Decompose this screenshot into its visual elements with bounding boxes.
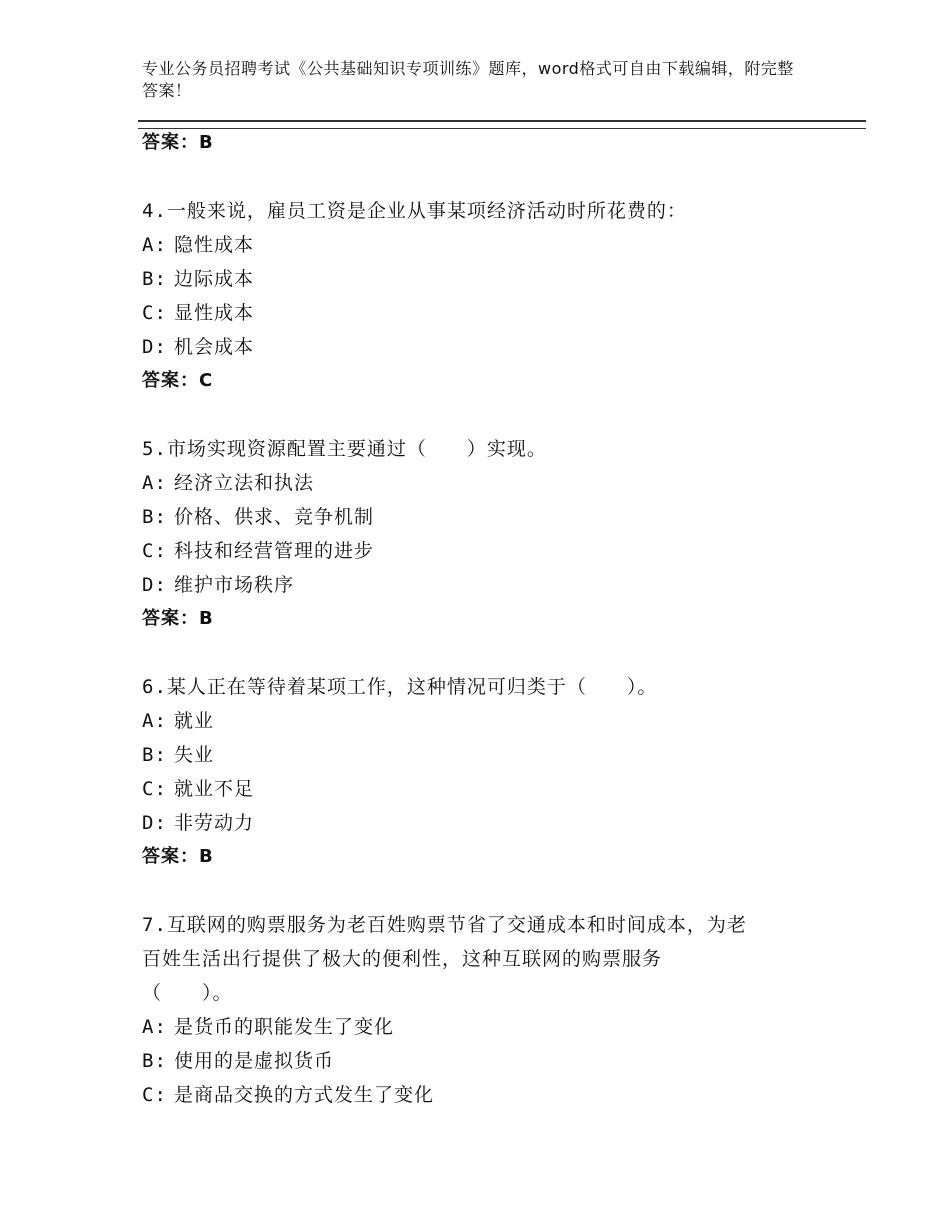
option-c bbox=[142, 772, 842, 806]
option-key: C: bbox=[142, 302, 167, 324]
question-stem: 5.市场实现资源配置主要通过（ ）实现。 bbox=[142, 438, 547, 460]
option-b bbox=[142, 738, 842, 772]
option-key: B: bbox=[142, 1050, 167, 1072]
question-6 bbox=[142, 670, 842, 874]
option-text: 是商品交换的方式发生了变化 bbox=[174, 1084, 435, 1106]
stem-line: 百姓生活出行提供了极大的便利性，这种互联网的购票服务 bbox=[142, 948, 663, 970]
option-key: A: bbox=[142, 1016, 167, 1038]
option-key: B: bbox=[142, 506, 167, 528]
option-key: D: bbox=[142, 574, 167, 596]
option-text: 机会成本 bbox=[174, 336, 255, 358]
answer-q4: 答案：C bbox=[142, 370, 214, 391]
option-key: B: bbox=[142, 268, 167, 290]
option-text: 维护市场秩序 bbox=[174, 574, 295, 596]
option-text: 失业 bbox=[174, 744, 215, 766]
option-a bbox=[142, 704, 842, 738]
stem-line: 7.互联网的购票服务为老百姓购票节省了交通成本和时间成本，为老 bbox=[142, 914, 747, 936]
question-7 bbox=[142, 908, 842, 1112]
option-key: C: bbox=[142, 1084, 167, 1106]
option-c bbox=[142, 1078, 842, 1112]
page-header: 专业公务员招聘考试《公共基础知识专项训练》题库，word格式可自由下载编辑，附完整答案！ bbox=[142, 59, 794, 100]
option-a bbox=[142, 228, 842, 262]
option-text: 就业 bbox=[174, 710, 215, 732]
answer-q6: 答案：B bbox=[142, 846, 214, 867]
option-key: C: bbox=[142, 540, 167, 562]
option-c bbox=[142, 534, 842, 568]
option-text: 经济立法和执法 bbox=[174, 472, 315, 494]
option-key: A: bbox=[142, 234, 167, 256]
option-b bbox=[142, 262, 842, 296]
question-4 bbox=[142, 194, 842, 398]
option-text: 边际成本 bbox=[174, 268, 255, 290]
option-text: 科技和经营管理的进步 bbox=[174, 540, 375, 562]
question-stem: 6.某人正在等待着某项工作，这种情况可归类于（ ）。 bbox=[142, 676, 658, 698]
stem-line: （ ）。 bbox=[142, 982, 233, 1004]
option-key: B: bbox=[142, 744, 167, 766]
option-key: A: bbox=[142, 710, 167, 732]
question-5 bbox=[142, 432, 842, 636]
option-d bbox=[142, 806, 842, 840]
option-text: 非劳动力 bbox=[174, 812, 255, 834]
question-stem bbox=[142, 908, 842, 1010]
answer-q5: 答案：B bbox=[142, 608, 214, 629]
option-a bbox=[142, 1010, 842, 1044]
option-d bbox=[142, 568, 842, 602]
option-b bbox=[142, 500, 842, 534]
option-key: D: bbox=[142, 812, 167, 834]
question-list bbox=[142, 126, 842, 1112]
option-key: D: bbox=[142, 336, 167, 358]
question-stem: 4.一般来说，雇员工资是企业从事某项经济活动时所花费的： bbox=[142, 200, 687, 222]
option-text: 就业不足 bbox=[174, 778, 255, 800]
option-text: 显性成本 bbox=[174, 302, 255, 324]
option-key: C: bbox=[142, 778, 167, 800]
option-key: A: bbox=[142, 472, 167, 494]
option-d bbox=[142, 330, 842, 364]
option-text: 价格、供求、竞争机制 bbox=[174, 506, 375, 528]
option-c bbox=[142, 296, 842, 330]
answer-q3: 答案：B bbox=[142, 132, 214, 153]
option-text: 隐性成本 bbox=[174, 234, 255, 256]
option-a bbox=[142, 466, 842, 500]
option-b bbox=[142, 1044, 842, 1078]
option-text: 是货币的职能发生了变化 bbox=[174, 1016, 395, 1038]
option-text: 使用的是虚拟货币 bbox=[174, 1050, 335, 1072]
